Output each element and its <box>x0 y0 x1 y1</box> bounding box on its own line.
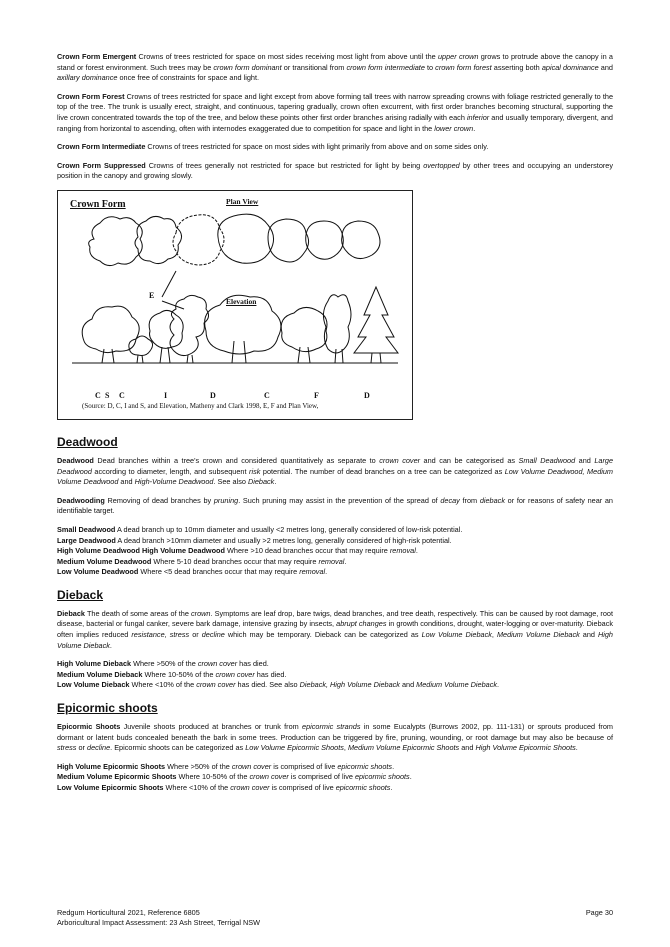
definition-paragraph <box>57 161 613 182</box>
definition-paragraph <box>57 772 613 783</box>
definition-term: Crown Form Suppressed <box>57 160 146 170</box>
definition-text: Where <5 dead branches occur that may require removal. <box>138 567 328 577</box>
tree-i-crown <box>170 295 209 355</box>
definition-paragraph <box>57 567 613 578</box>
definition-term: Low Volume Epicormic Shoots <box>57 783 164 792</box>
definition-paragraph <box>57 546 613 557</box>
definition-text: Where >50% of the crown cover is comprised of live epicormic shoots. <box>165 761 395 771</box>
definition-text: Where 10-50% of the crown cover is comprised of live epicormic shoots. <box>176 772 412 782</box>
definition-term: Epicormic Shoots <box>57 722 121 732</box>
plan-crown-2 <box>135 216 182 263</box>
page-number: Page 30 <box>585 908 613 917</box>
definition-text: Crowns of trees restricted for space on most sides receiving most light from above until the upper crown grows to protrude above the canopy in a stand or forest environment. Such trees may be crown form dominant or transitional from crown form intermediate to crown form forest asserting both apical dominance and axillary dominance once free of constraints for space and light. <box>57 52 613 83</box>
definition-text: Crowns of trees restricted for space on most sides with light primarily from above and on some sides only. <box>145 142 489 152</box>
definition-term: Medium Volume Deadwood <box>57 556 152 566</box>
code-c: C <box>95 390 101 400</box>
definition-term: High Volume Dieback <box>57 659 132 669</box>
definition-text: Where >50% of the crown cover has died. <box>131 659 269 669</box>
code-c: C <box>119 390 125 400</box>
page-content <box>57 52 613 804</box>
definition-text: Where 10-50% of the crown cover has died. <box>142 669 287 679</box>
definition-paragraph <box>57 536 613 547</box>
definition-text: Where <10% of the crown cover has died. See also Dieback, High Volume Dieback and Medium Volume Dieback. <box>129 680 500 690</box>
definition-term: Large Deadwood <box>57 535 116 545</box>
definition-text: Crowns of trees generally not restricted for space but restricted for light by being overtopped by other trees and occupying an understorey position in the canopy and growing slowly. <box>57 160 614 181</box>
footer-reference: Redgum Horticultural 2021, Reference 6805 <box>57 908 200 917</box>
plan-crown-4 <box>218 214 274 263</box>
tree-c3-trunk <box>298 347 310 363</box>
figure-title: Crown Form <box>70 198 126 210</box>
tree-s-trunk <box>137 355 143 363</box>
definition-paragraph <box>57 456 613 488</box>
tree-c2-trunk <box>160 347 170 363</box>
definition-term: Crown Form Intermediate <box>57 142 146 152</box>
plan-view-label: Plan View <box>226 196 259 206</box>
definition-text: A dead branch >10mm diameter and usually >2 metres long, generally considered of high-risk potential. <box>115 535 452 545</box>
definition-term: Small Deadwood <box>57 524 116 534</box>
definition-term: Deadwood <box>57 455 94 465</box>
definition-text: Dead branches within a tree's crown and considered quantitatively as separate to crown cover and can be categorised as Small Deadwood and Large Deadwood according to diameter, length, and subsequent risk potential. The number of dead branches on a tree can be categorized as Low Volume Deadwood, Medium Volume Deadwood and High-Volume Deadwood. See also Dieback. <box>57 455 614 487</box>
definition-paragraph <box>57 142 613 153</box>
definition-term: Medium Volume Dieback <box>57 669 143 679</box>
definition-term: Deadwooding <box>57 495 105 505</box>
tree-c1-crown <box>82 306 139 352</box>
tree-i-trunk <box>187 355 193 363</box>
dieback-section <box>57 609 613 691</box>
definition-term: High Volume Deadwood High Volume Deadwood <box>57 546 225 556</box>
definition-paragraph <box>57 52 613 84</box>
definition-paragraph <box>57 557 613 568</box>
tree-c2-crown <box>149 310 183 348</box>
definition-paragraph <box>57 92 613 134</box>
definition-term: Crown Form Forest <box>57 91 125 101</box>
plan-crown-6 <box>306 221 344 259</box>
plan-crown-5 <box>268 219 309 262</box>
epicormic-heading: Epicormic shoots <box>57 701 158 716</box>
definition-text: Where >10 dead branches occur that may require removal. <box>224 546 418 556</box>
code-f: F <box>314 390 319 400</box>
tree-s-crown <box>129 336 153 356</box>
tree-d2-trunk <box>371 353 381 363</box>
definition-term: Crown Form Emergent <box>57 52 137 61</box>
definition-term: Medium Volume Epicormic Shoots <box>57 772 177 782</box>
crown-form-diagram <box>57 190 413 420</box>
definition-term: Low Volume Deadwood <box>57 567 139 577</box>
definition-term: Dieback <box>57 608 85 618</box>
definition-paragraph <box>57 670 613 681</box>
tree-f-trunk <box>335 349 343 363</box>
plan-crown-1 <box>89 217 143 266</box>
definition-text: The death of some areas of the crown. Symptoms are leaf drop, bare twigs, dead branches, and tree death, respectively. This can be caused by root damage, root disease, bacterial or fungal canker, severe bark damage, intensive grazing by insects, abrupt changes in growth conditions, drought, water-logging or over-maturity. Dieback often implies reduced resistance, stress or decline which may be temporary. Dieback can be categorized as Low Volume Dieback, Medium Volume Dieback and High Volume Dieback. <box>57 608 613 650</box>
tree-d2-crown <box>354 287 398 353</box>
definition-term: Low Volume Dieback <box>57 680 130 690</box>
footer-address: Arboricultural Impact Assessment: 23 Ash Street, Terrigal NSW <box>57 918 261 927</box>
dieback-heading: Dieback <box>57 587 104 602</box>
crown-form-section <box>57 52 613 182</box>
definition-paragraph <box>57 783 613 794</box>
epicormic-section <box>57 722 613 794</box>
definition-term: High Volume Epicormic Shoots <box>57 761 166 771</box>
elevation-label: Elevation <box>226 296 257 306</box>
definition-paragraph <box>57 762 613 773</box>
tree-c3-crown <box>281 307 327 351</box>
definition-text: Where <10% of the crown cover is comprised of live epicormic shoots. <box>163 783 393 792</box>
definition-text: Removing of dead branches by pruning. Such pruning may assist in the prevention of the spread of decay from dieback or for reasons of safety near an identifiable target. <box>57 495 613 516</box>
definition-paragraph <box>57 722 613 754</box>
figure-source: (Source: D, C, I and S, and Elevation, Matheny and Clark 1998, E, F and Plan View, <box>82 401 319 410</box>
tree-d1-trunk <box>232 341 246 363</box>
e-arrow-right <box>162 301 184 309</box>
definition-paragraph <box>57 680 613 691</box>
definition-paragraph <box>57 659 613 670</box>
code-d: D <box>210 390 216 400</box>
definition-paragraph <box>57 496 613 517</box>
code-d: D <box>364 390 370 400</box>
definition-paragraph <box>57 609 613 651</box>
code-c: C <box>264 390 270 400</box>
code-i: I <box>164 390 168 400</box>
e-label: E <box>149 290 155 300</box>
code-s: S <box>105 390 110 400</box>
deadwood-heading: Deadwood <box>57 434 118 449</box>
definition-text: Where 5-10 dead branches occur that may require removal. <box>151 556 347 566</box>
deadwood-section <box>57 456 613 578</box>
page-footer <box>57 908 613 928</box>
definition-text: Juvenile shoots produced at branches or trunk from epicormic strands in some Eucalypts (Burrows 2002, pp. 111-131) or sprouts produced from dormant or latent buds concealed beneath the bark in some trees. Production can be triggered by fire, pruning, wounding, or root damage but may also be because of stress or decline. Epicormic shoots can be categorized as Low Volume Epicormic Shoots, Medium Volume Epicormic Shoots and High Volume Epicormic Shoots. <box>57 722 613 753</box>
tree-c1-trunk <box>102 349 114 363</box>
definition-text: Crowns of trees restricted for space and light except from above forming tall trees with narrow spreading crowns with foliage restricted generally to the top of the tree. The trunk is usually erect, straight, and continuous, tapering gradually, crown often excurrent, with first order branches becoming structural, supporting the live crown concentrated towards the top of the tree, and below these points other first order branches arising radially with each inferior and usually temporary, divergent, and ranging from horizontal to ascending, often with internodes exaggerated due to competition for space and light in the lower crown. <box>57 91 613 133</box>
plan-crown-7 <box>342 221 380 259</box>
definition-paragraph <box>57 525 613 536</box>
tree-f-crown <box>323 295 351 353</box>
definition-text: A dead branch up to 10mm diameter and usually <2 metres long, generally considered of low-risk potential. <box>115 524 463 534</box>
e-arrow-up <box>162 271 176 297</box>
